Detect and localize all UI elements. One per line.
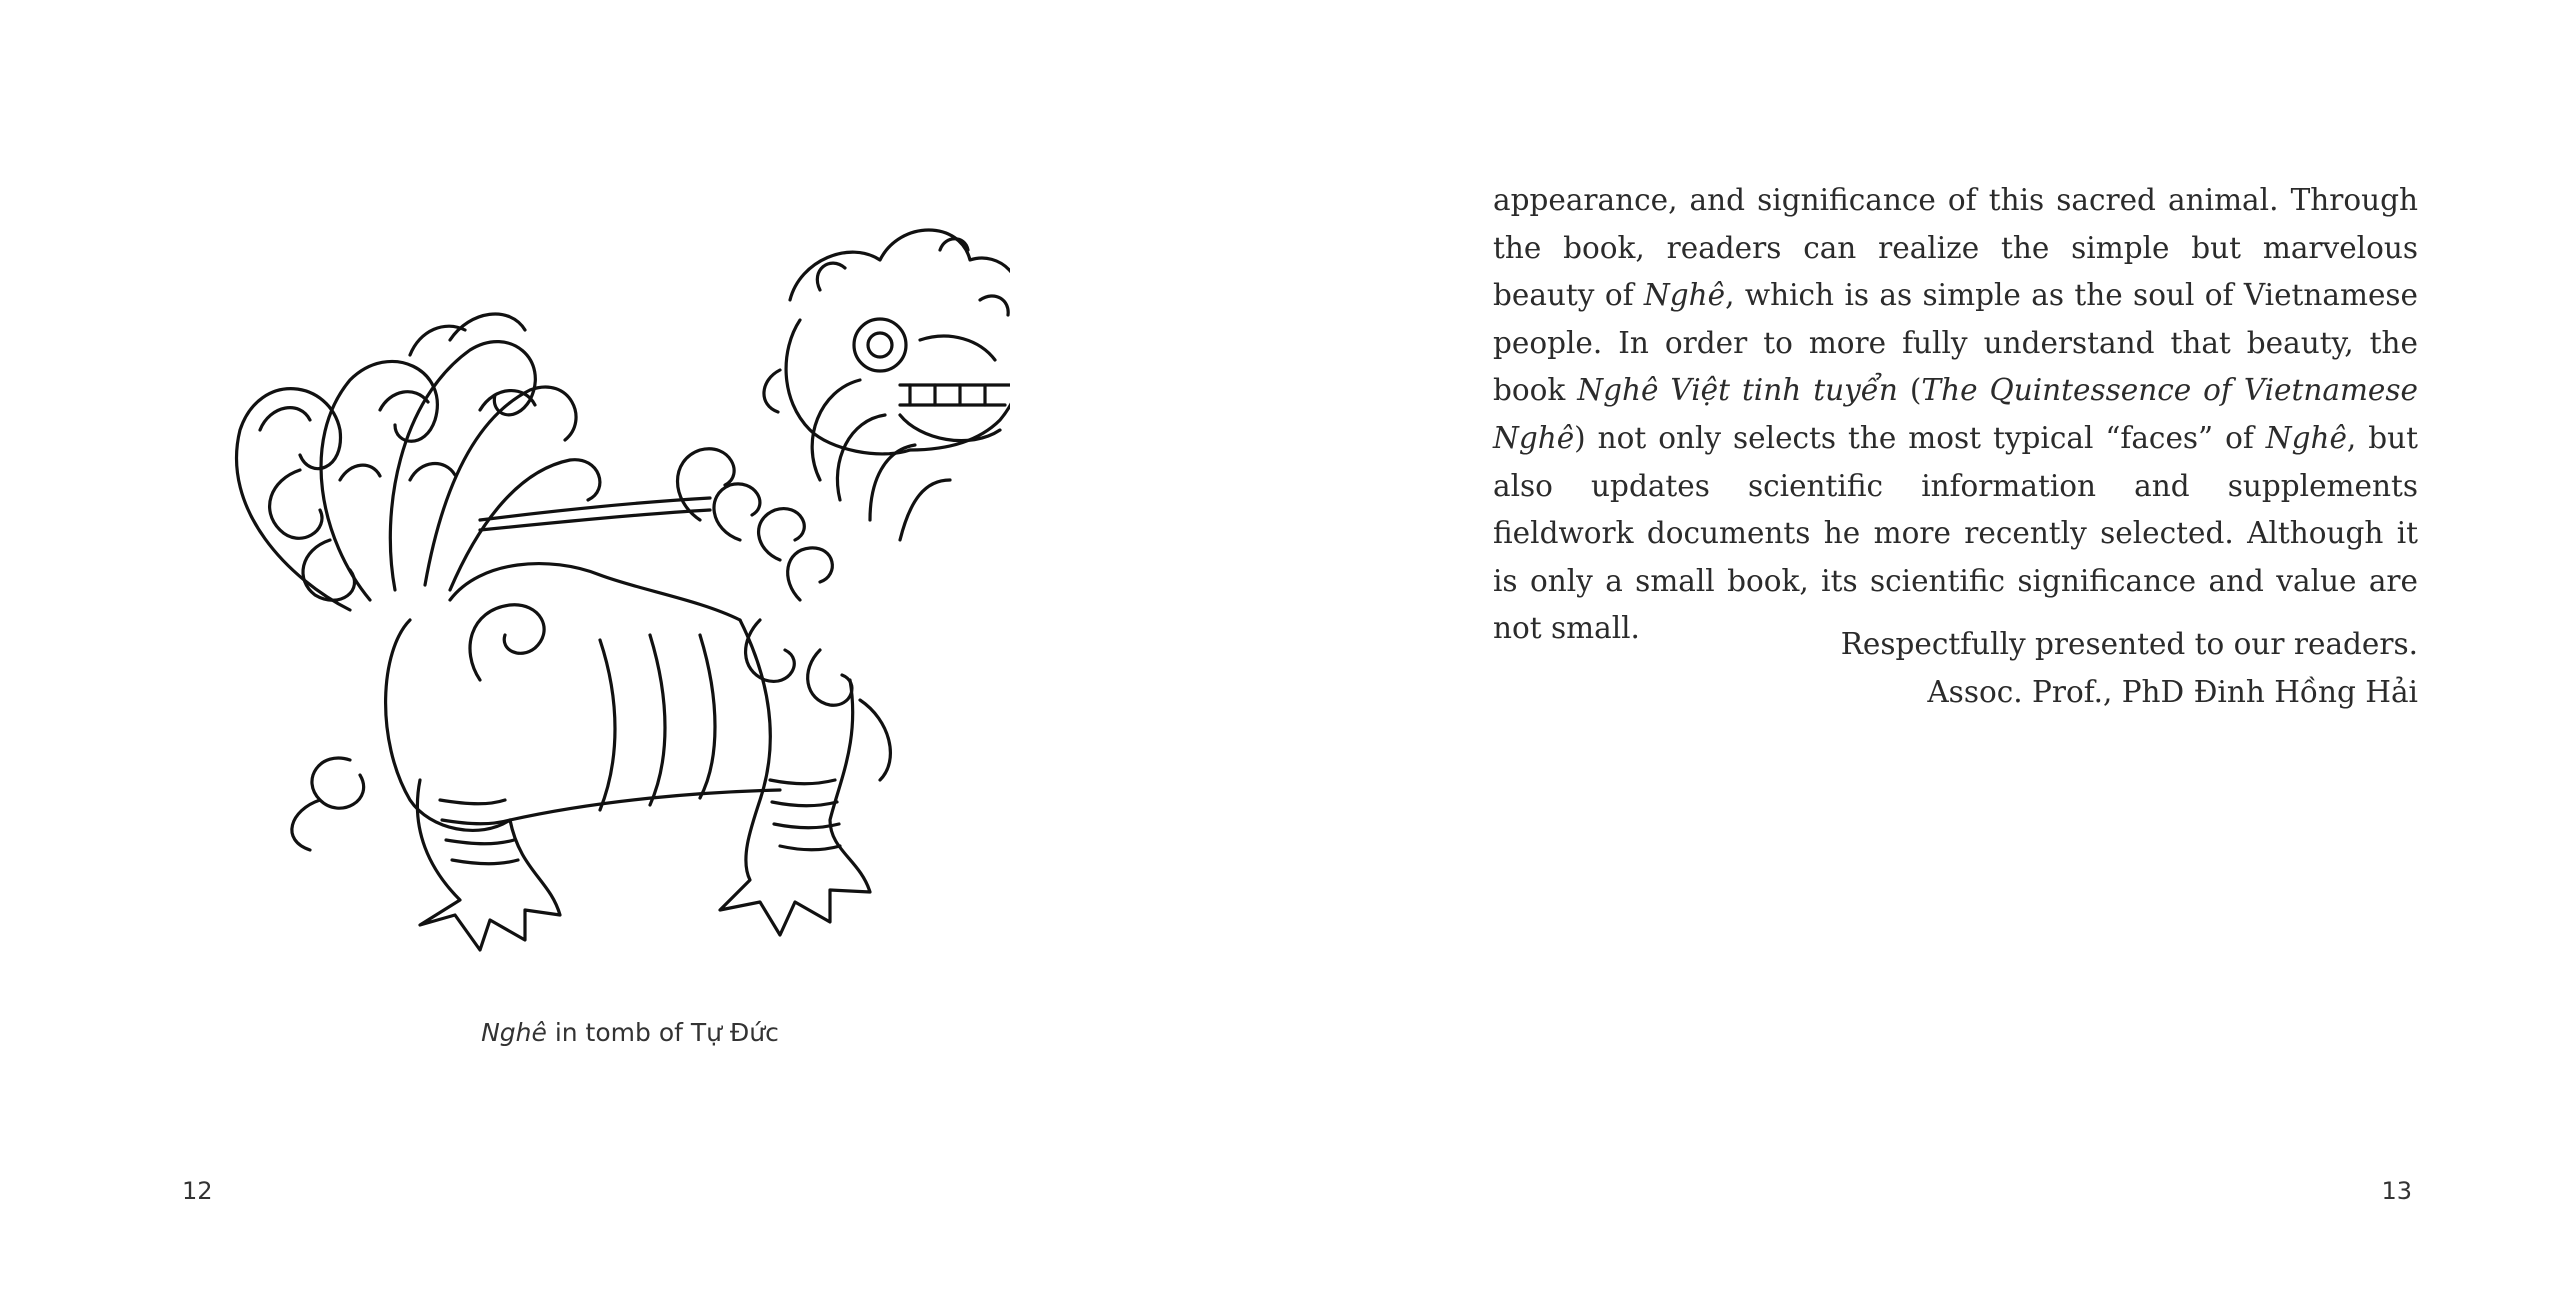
tail-icon (237, 314, 600, 610)
body-icon (386, 564, 780, 831)
caption-italic: Nghê (481, 1018, 547, 1047)
paragraph-italic: The Quintessence of Vietnamese Nghê (1493, 373, 2418, 455)
hind-leg-icon (292, 758, 560, 950)
paragraph-text: ) not only selects the most typical “faces” of (1574, 420, 2266, 455)
paragraph-italic: Nghê (1643, 278, 1726, 313)
right-page (1283, 0, 2567, 1307)
illustration-caption (330, 1018, 930, 1047)
paragraph-text: , which is as simple as the soul of Vietnamese people. In order to more fully understand that beauty, the book (1493, 278, 2418, 408)
front-leg-icon (720, 620, 890, 935)
page-number-right: 13 (2381, 1177, 2412, 1205)
paragraph-text: ( (1897, 373, 1922, 408)
page-number-left: 12 (182, 1177, 213, 1205)
head-icon (764, 230, 1010, 454)
mane-icon (678, 380, 951, 705)
left-page (0, 0, 1283, 1307)
paragraph-text: , but also updates scientific information and supplements fieldwork documents he more recently selected. Although it is only a small book, its scientific significance and value are not small. (1493, 420, 2418, 646)
paragraph-italic: Nghê (2265, 420, 2347, 455)
nghe-illustration-icon (180, 180, 1010, 970)
author-signature: Assoc. Prof., PhD Đinh Hồng Hải (1927, 675, 2418, 709)
signoff-line: Respectfully presented to our readers. (1840, 627, 2418, 661)
body-paragraph (1493, 177, 2418, 653)
paragraph-italic: Nghê Việt tinh tuyển (1577, 373, 1898, 408)
signoff (1493, 620, 2418, 716)
caption-text: in tomb of Tự Đức (546, 1018, 779, 1047)
paragraph-text: appearance, and significance of this sacred animal. Through the book, readers can realize the simple but marvelous beauty of (1493, 183, 2418, 313)
